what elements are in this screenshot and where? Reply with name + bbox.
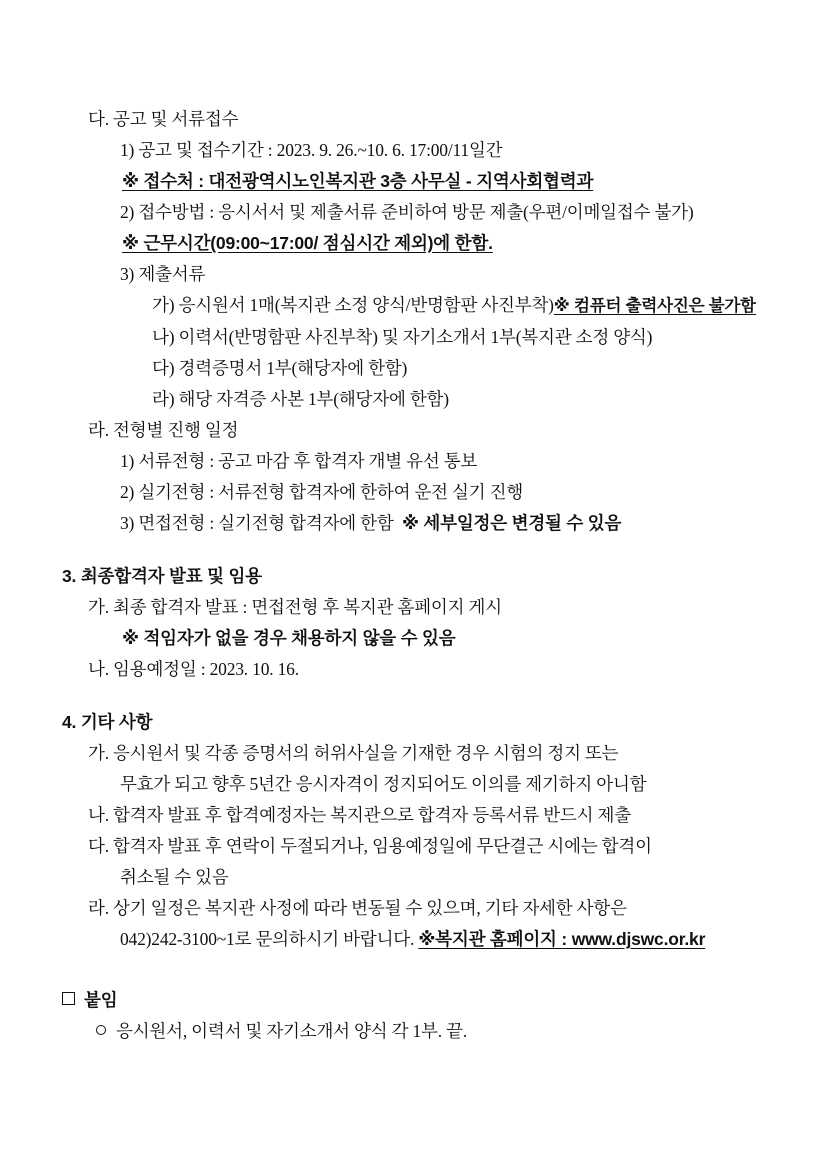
item-4-da: 다. 합격자 발표 후 연락이 두절되거나, 임용예정일에 무단결근 시에는 합격이 — [88, 836, 652, 856]
attachment-item — [0, 1016, 825, 1047]
contact-phone-text: 042)242-3100~1로 문의하시기 바랍니다. — [120, 929, 415, 949]
note-no-suitable-candidate: ※ 적임자가 없을 경우 채용하지 않을 수 있음 — [122, 628, 456, 648]
item-4-ga: 가. 응시원서 및 각종 증명서의 허위사실을 기재한 경우 시험의 정지 또는 — [88, 743, 619, 763]
square-bullet-icon — [62, 992, 75, 1005]
homepage-link[interactable]: ※복지관 홈페이지 : www.djswc.or.kr — [418, 929, 706, 949]
item-3-ga: 가. 최종 합격자 발표 : 면접전형 후 복지관 홈페이지 게시 — [88, 597, 502, 617]
item-da-1: 1) 공고 및 접수기간 : 2023. 9. 26.~10. 6. 17:00/11일간 — [120, 140, 503, 160]
item-da-3: 3) 제출서류 — [120, 264, 206, 284]
heading-section-4: 4. 기타 사항 — [62, 712, 153, 732]
item-4-ra-cont — [0, 924, 825, 955]
item-da-3-ra: 라) 해당 자격증 사본 1부(해당자에 한함) — [152, 389, 449, 409]
document-body — [0, 104, 825, 1047]
item-da-3-da: 다) 경력증명서 1부(해당자에 한함) — [152, 358, 408, 378]
item-3-na: 나. 임용예정일 : 2023. 10. 16. — [88, 659, 299, 679]
attachment-label: 붙임 — [84, 990, 118, 1010]
heading-ra: 라. 전형별 진행 일정 — [88, 420, 239, 440]
item-4-ra: 라. 상기 일정은 복지관 사정에 따라 변동될 수 있으며, 기타 자세한 사항은 — [88, 898, 627, 918]
heading-attachment — [0, 985, 825, 1016]
item-da-3-na: 나) 이력서(반명함판 사진부착) 및 자기소개서 1부(복지관 소정 양식) — [152, 327, 653, 347]
item-4-ga-cont: 무효가 되고 향후 5년간 응시자격이 정지되어도 이의를 제기하지 아니함 — [120, 774, 647, 794]
item-4-da-cont: 취소될 수 있음 — [120, 867, 229, 887]
item-da-2: 2) 접수방법 : 응시서서 및 제출서류 준비하여 방문 제출(우편/이메일접수 불가) — [120, 202, 694, 222]
note-no-printed-photo: ※ 컴퓨터 출력사진은 불가함 — [553, 297, 756, 315]
item-da-3-ga — [0, 290, 825, 322]
item-ra-1: 1) 서류전형 : 공고 마감 후 합격자 개별 유선 통보 — [120, 451, 478, 471]
item-4-na: 나. 합격자 발표 후 합격예정자는 복지관으로 합격자 등록서류 반드시 제출 — [88, 805, 631, 825]
attachment-item-text: 응시원서, 이력서 및 자기소개서 양식 각 1부. 끝. — [116, 1021, 467, 1041]
note-reception-place: ※ 접수처 : 대전광역시노인복지관 3층 사무실 - 지역사회협력과 — [122, 171, 594, 191]
circle-bullet-icon — [96, 1025, 106, 1035]
item-ra-3-text: 3) 면접전형 : 실기전형 합격자에 한함 — [120, 513, 394, 533]
item-ra-3 — [0, 508, 825, 539]
heading-section-3: 3. 최종합격자 발표 및 임용 — [62, 566, 262, 586]
note-schedule-change: ※ 세부일정은 변경될 수 있음 — [401, 513, 622, 533]
note-office-hours: ※ 근무시간(09:00~17:00/ 점심시간 제외)에 한함. — [122, 233, 493, 253]
heading-da: 다. 공고 및 서류접수 — [88, 109, 239, 129]
item-da-3-ga-text: 가) 응시원서 1매(복지관 소정 양식/반명함판 사진부착) — [152, 295, 554, 315]
item-ra-2: 2) 실기전형 : 서류전형 합격자에 한하여 운전 실기 진행 — [120, 482, 524, 502]
